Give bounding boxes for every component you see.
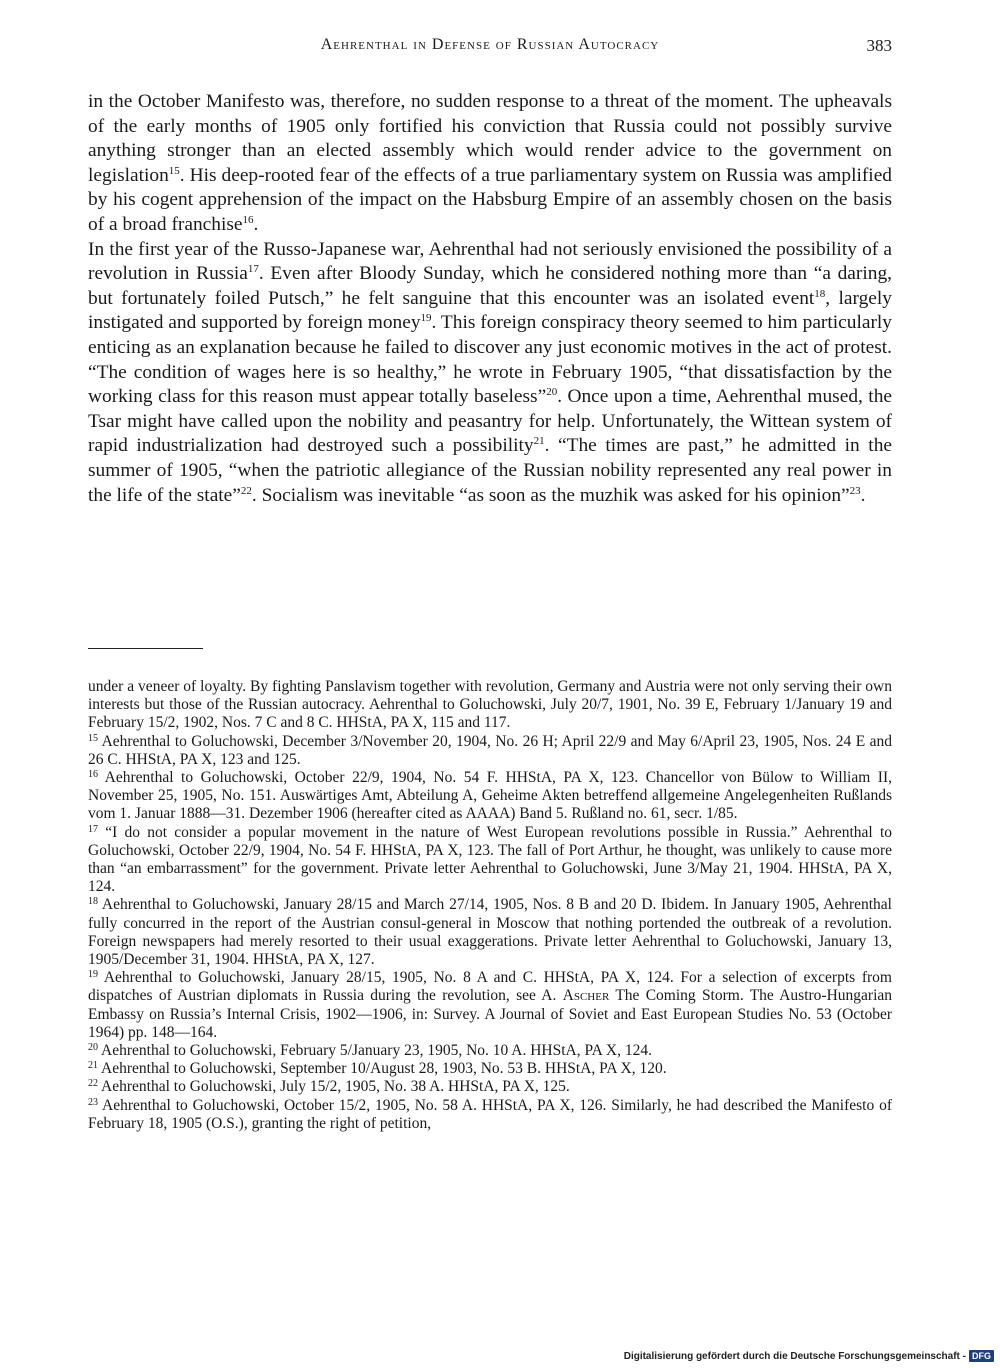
footnote-continued: under a veneer of loyalty. By fighting Panslavism together with revolution, Germany and Austria were not only serving their own interests but those of the Russian autocracy. Aehrenthal to Goluchowski, July 20/7, 1901, No. 39 E, February 1/January 19 and February 15/2, 1902, Nos. 7 C and 8 C. HHStA, PA X, 115 and 117. — [88, 678, 892, 732]
footnote-16 — [88, 769, 892, 824]
text-run: . — [860, 484, 866, 506]
footnote-17 — [88, 824, 892, 897]
footnote-number: 17 — [88, 823, 98, 835]
footnote-number: 18 — [88, 896, 98, 908]
text-run: in the October Manifesto was, therefore, no sudden response to a threat of the moment. The upheavals of the early months of 1905 only fortified his conviction that Russia could not possibly survive anything stronger than an elected assembly which would render advice to the government on legislation — [88, 91, 892, 186]
footnote-number: 23 — [88, 1096, 98, 1108]
footnote-text: Aehrenthal to Goluchowski, January 28/15, 1905, No. 8 A and C. HHStA, PA X, 124. For a selection of excerpts from dispatches of Austrian diplomats in Russia during the revolution, see A. — [88, 969, 892, 1005]
footnote-text: Aehrenthal to Goluchowski, January 28/15 and March 27/14, 1905, Nos. 8 B and 20 D. Ibidem. In January 1905, Aehrenthal fully concurred in the report of the Austrian consul-general in Moscow that nothing portended the outbreak of a revolution. Foreign newspapers had merely resorted to their usual exaggerations. Private letter Aehrenthal to Goluchowski, January 13, 1905/December 31, 1904. HHStA, PA X, 127. — [88, 896, 892, 969]
digitization-credit — [624, 1350, 994, 1362]
footnote-number: 16 — [88, 769, 98, 781]
text-run: . “The times are past,” he admitted in the summer of 1905, “when the patriotic allegiance of the Russian nobility represented any real power in the life of the state” — [88, 435, 892, 506]
running-title: Aehrenthal in Defense of Russian Autocracy — [320, 36, 660, 53]
footnote-ref: 21 — [533, 435, 545, 448]
footnote-text: Aehrenthal to Goluchowski, October 22/9, 1904, No. 54 F. HHStA, PA X, 123. Chancellor von Bülow to William II, November 25, 1905, No. 151. Auswärtiges Amt, Abteilung A, Geheime Akten betreffend allgemeine Angelegenheiten Rußlands vom 1. Januar 1888—31. Dezember 1906 (hereafter cited as AAAA) Band 5. Rußland no. 61, secr. 1/85. — [88, 769, 892, 823]
footnote-ref: 17 — [247, 263, 259, 276]
footnote-text: Aehrenthal to Goluchowski, February 5/January 23, 1905, No. 10 A. HHStA, PA X, 124. — [101, 1042, 652, 1060]
footnote-text: “I do not consider a popular movement in the nature of West European revolutions possible in Russia.” Aehrenthal to Goluchowski, October 22/9, 1904, No. 54 F. HHStA, PA X, 123. The fall of Port Arthur, he thought, was unlikely to cause more than “an embarrassment” for the government. Private letter Aehrenthal to Goluchowski, June 3/May 21, 1904. HHStA, PA X, 124. — [88, 823, 892, 896]
footnote-divider — [88, 648, 203, 649]
footnote-22 — [88, 1078, 892, 1096]
footnote-number: 19 — [88, 969, 98, 981]
footnote-author: Ascher — [562, 987, 610, 1005]
footnote-15 — [88, 733, 892, 769]
footnote-number: 15 — [88, 732, 98, 744]
footnote-ref: 23 — [849, 484, 861, 497]
footnote-text: Aehrenthal to Goluchowski, October 15/2, 1905, No. 58 A. HHStA, PA X, 126. Similarly, he had described the Manifesto of February 18, 1905 (O.S.), granting the right of petition, — [88, 1096, 892, 1132]
page-number: 383 — [866, 36, 892, 55]
footnote-ref: 22 — [240, 484, 252, 497]
footnote-text: Aehrenthal to Goluchowski, September 10/August 28, 1903, No. 53 B. HHStA, PA X, 120. — [101, 1060, 667, 1078]
footnote-19 — [88, 969, 892, 1042]
text-run: . This foreign conspiracy theory seemed to him particularly enticing as an explanation because he failed to discover any just economic motives in the act of protest. “The condition of wages here is so healthy,” he wrote in February 1905, “that dissatisfaction by the working class for this reason must appear totally baseless” — [88, 312, 892, 408]
footnote-ref: 18 — [814, 287, 826, 300]
text-run: . Once upon a time, Aehrenthal mused, the Tsar might have called upon the nobility and peasantry for help. Unfortunately, the Wittean system of rapid industrialization had destroyed such a possibility — [88, 386, 892, 457]
footnote-23 — [88, 1097, 892, 1133]
paragraph-2 — [88, 238, 892, 509]
text-run: In the first year of the Russo-Japanese war, Aehrenthal had not seriously envisioned the possibility of a revolution in Russia — [88, 238, 892, 285]
paragraph-1 — [88, 90, 892, 238]
page-header — [88, 36, 892, 62]
footnote-ref: 15 — [168, 164, 180, 177]
dfg-logo: DFG — [969, 1350, 994, 1362]
footnote-ref: 16 — [242, 213, 254, 226]
text-run: , largely instigated and supported by foreign money — [88, 287, 892, 334]
main-text — [88, 90, 892, 508]
footnote-18 — [88, 896, 892, 969]
text-run: . Socialism was inevitable “as soon as the muzhik was asked for his opinion” — [251, 484, 850, 506]
text-run: . His deep-rooted fear of the effects of a true parliamentary system on Russia was amplified by his cogent apprehension of the impact on the Habsburg Empire of an assembly chosen on the basis of a broad franchise — [88, 164, 892, 235]
footnote-text: The Coming Storm. The Austro-Hungarian Embassy on Russia’s Internal Crisis, 1902—1906, in: Survey. A Journal of Soviet and East European Studies No. 53 (October 1964) pp. 148—164. — [88, 987, 893, 1041]
footnote-number: 20 — [88, 1042, 98, 1054]
footnotes — [88, 678, 892, 1133]
footnote-ref: 19 — [420, 312, 432, 325]
footnote-ref: 20 — [546, 386, 558, 399]
footnote-text: Aehrenthal to Goluchowski, July 15/2, 1905, No. 38 A. HHStA, PA X, 125. — [101, 1078, 570, 1096]
footnote-21 — [88, 1060, 892, 1078]
text-run: . Even after Bloody Sunday, which he considered nothing more than “a daring, but fortunately foiled Putsch,” he felt sanguine that this encounter was an isolated event — [88, 263, 892, 309]
footnote-number: 21 — [88, 1060, 98, 1072]
footnote-text: Aehrenthal to Goluchowski, December 3/November 20, 1904, No. 26 H; April 22/9 and May 6/April 23, 1905, Nos. 24 E and 26 C. HHStA, PA X, 123 and 125. — [88, 732, 892, 768]
footnote-20 — [88, 1042, 892, 1060]
footnote-number: 22 — [88, 1078, 98, 1090]
credit-text: Digitalisierung gefördert durch die Deutsche Forschungsgemeinschaft - — [623, 1350, 966, 1362]
text-run: . — [253, 213, 259, 235]
